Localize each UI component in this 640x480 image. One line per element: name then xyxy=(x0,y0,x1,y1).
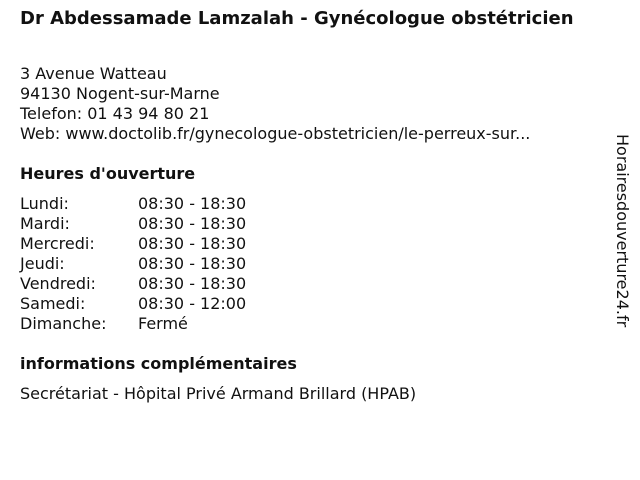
time-value: 08:30 - 18:30 xyxy=(138,254,247,273)
hours-row-tuesday xyxy=(20,214,246,234)
page-title: Dr Abdessamade Lamzalah - Gynécologue obstétricien xyxy=(20,8,574,29)
hours-row-wednesday xyxy=(20,234,246,254)
additional-info-text: Secrétariat - Hôpital Privé Armand Brillard (HPAB) xyxy=(20,384,417,403)
hours-row-friday xyxy=(20,274,246,294)
day-label: Vendredi: xyxy=(20,274,96,293)
street-address: 3 Avenue Watteau xyxy=(20,64,167,83)
additional-info-heading: informations complémentaires xyxy=(20,354,297,373)
time-value: 08:30 - 18:30 xyxy=(138,214,247,233)
city-address: 94130 Nogent-sur-Marne xyxy=(20,84,220,103)
hours-row-sunday xyxy=(20,314,246,334)
day-label: Mardi: xyxy=(20,214,70,233)
opening-hours-heading: Heures d'ouverture xyxy=(20,164,196,183)
hours-row-monday xyxy=(20,194,246,214)
hours-row-saturday xyxy=(20,294,246,314)
time-value: 08:30 - 18:30 xyxy=(138,234,247,253)
phone-number: Telefon: 01 43 94 80 21 xyxy=(20,104,210,123)
opening-hours-table xyxy=(20,194,246,334)
day-label: Samedi: xyxy=(20,294,86,313)
day-label: Jeudi: xyxy=(20,254,65,273)
day-label: Dimanche: xyxy=(20,314,107,333)
site-watermark: Horairesdouverture24.fr xyxy=(613,134,632,328)
day-label: Lundi: xyxy=(20,194,69,213)
address-block xyxy=(20,64,530,144)
website-link[interactable]: Web: www.doctolib.fr/gynecologue-obstetricien/le-perreux-sur... xyxy=(20,124,531,143)
time-value: Fermé xyxy=(138,314,188,333)
day-label: Mercredi: xyxy=(20,234,95,253)
hours-row-thursday xyxy=(20,254,246,274)
time-value: 08:30 - 18:30 xyxy=(138,274,247,293)
time-value: 08:30 - 18:30 xyxy=(138,194,247,213)
time-value: 08:30 - 12:00 xyxy=(138,294,247,313)
